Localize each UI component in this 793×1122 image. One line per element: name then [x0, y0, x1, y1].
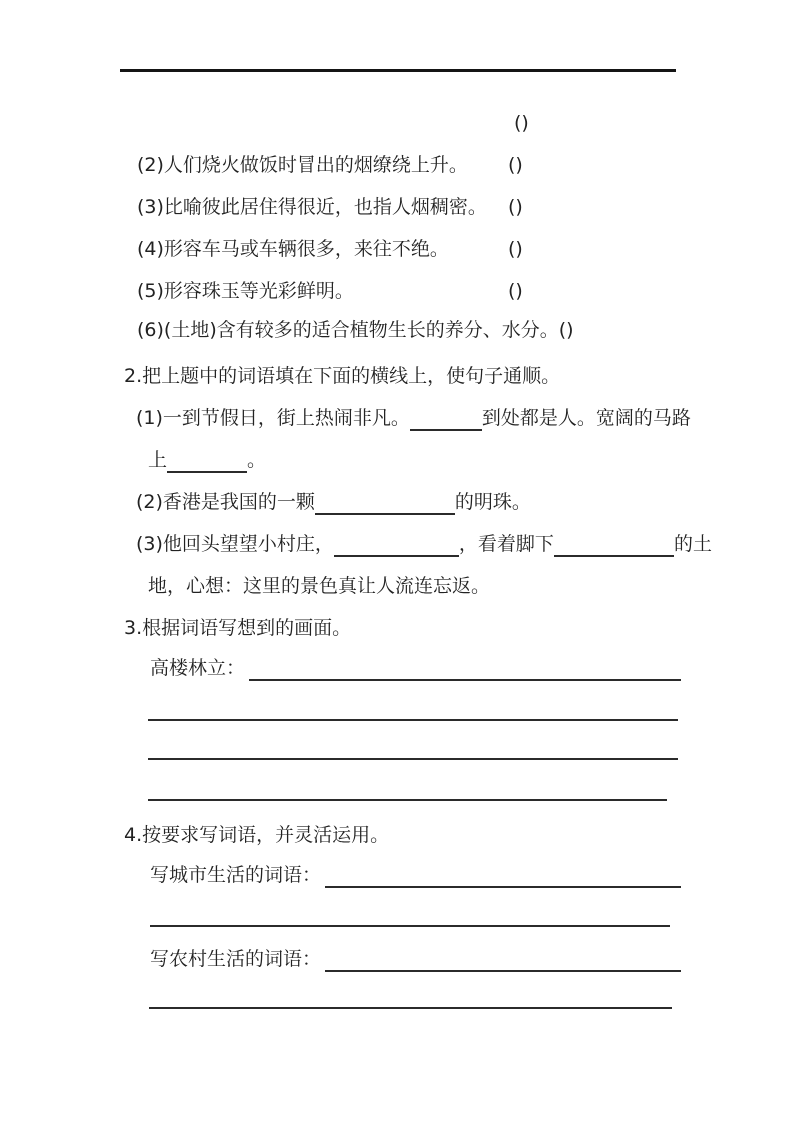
- definition-text: (2)人们烧火做饭时冒出的烟缭绕上升。: [137, 154, 468, 176]
- definition-item-6: [137, 317, 757, 343]
- header-divider-rule: [120, 69, 676, 72]
- word-label: 高楼林立：: [150, 657, 246, 679]
- definition-text: (5)形容珠玉等光彩鲜明。: [137, 280, 354, 302]
- sentence-text: (3)他回头望望小村庄，: [136, 533, 334, 555]
- answer-underline: [325, 862, 681, 888]
- answer-paren-slot: (): [508, 238, 523, 260]
- answer-paren-slot: (): [508, 280, 523, 302]
- sentence-text: (2)香港是我国的一颗: [136, 491, 315, 513]
- definition-item-2: [137, 152, 757, 178]
- answer-underline: [249, 655, 681, 681]
- question-2-title: 2.把上题中的词语填在下面的横线上，使句子通顺。: [124, 365, 561, 387]
- fill-blank: [167, 448, 247, 473]
- sentence-text: 上: [148, 449, 168, 471]
- sentence-text: ，看着脚下: [458, 533, 554, 555]
- fill-blank: [554, 532, 674, 557]
- definition-item-3: [137, 194, 757, 220]
- q3-answer-label-row: [150, 655, 681, 681]
- answer-line: [148, 719, 678, 721]
- definition-text: (3)比喻彼此居住得很近，也指人烟稠密。: [137, 196, 487, 218]
- answer-paren-slot: (): [508, 196, 523, 218]
- sentence-text: 的明珠。: [454, 491, 531, 513]
- answer-underline: [325, 946, 681, 972]
- q2-item-2: [136, 489, 531, 515]
- answer-paren-slot: (): [514, 112, 529, 134]
- answer-line: [150, 925, 670, 927]
- answer-paren-slot: (): [508, 154, 523, 176]
- fill-blank: [315, 490, 455, 515]
- answer-line: [148, 758, 678, 760]
- q2-item-3-line-2: 地，心想：这里的景色真让人流连忘返。: [148, 575, 491, 597]
- word-label: 写农村生活的词语：: [150, 948, 322, 970]
- question-4-title: 4.按要求写词语，并灵活运用。: [124, 824, 390, 846]
- definition-item-4: [137, 236, 757, 262]
- definition-text: (4)形容车马或车辆很多，来往不绝。: [137, 238, 449, 260]
- definition-text: (6)(土地)含有较多的适合植物生长的养分、水分。(): [137, 319, 574, 341]
- q4-city-label-row: [150, 862, 681, 888]
- word-label: 写城市生活的词语：: [150, 864, 322, 886]
- fill-blank: [410, 406, 482, 431]
- definition-item-5: [137, 278, 757, 304]
- q2-item-3-line-1: [136, 531, 712, 557]
- answer-line: [149, 1007, 672, 1009]
- q4-rural-label-row: [150, 946, 681, 972]
- question-3-title: 3.根据词语写想到的画面。: [124, 617, 352, 639]
- q2-item-1-line-2: [148, 447, 266, 473]
- sentence-text: 的土: [673, 533, 712, 555]
- fill-blank: [334, 532, 459, 557]
- answer-line: [148, 799, 667, 801]
- sentence-text: 。: [247, 449, 267, 471]
- q2-item-1-line-1: [136, 405, 691, 431]
- sentence-text: (1)一到节假日，街上热闹非凡。: [136, 407, 410, 429]
- sentence-text: 到处都是人。宽阔的马路: [481, 407, 691, 429]
